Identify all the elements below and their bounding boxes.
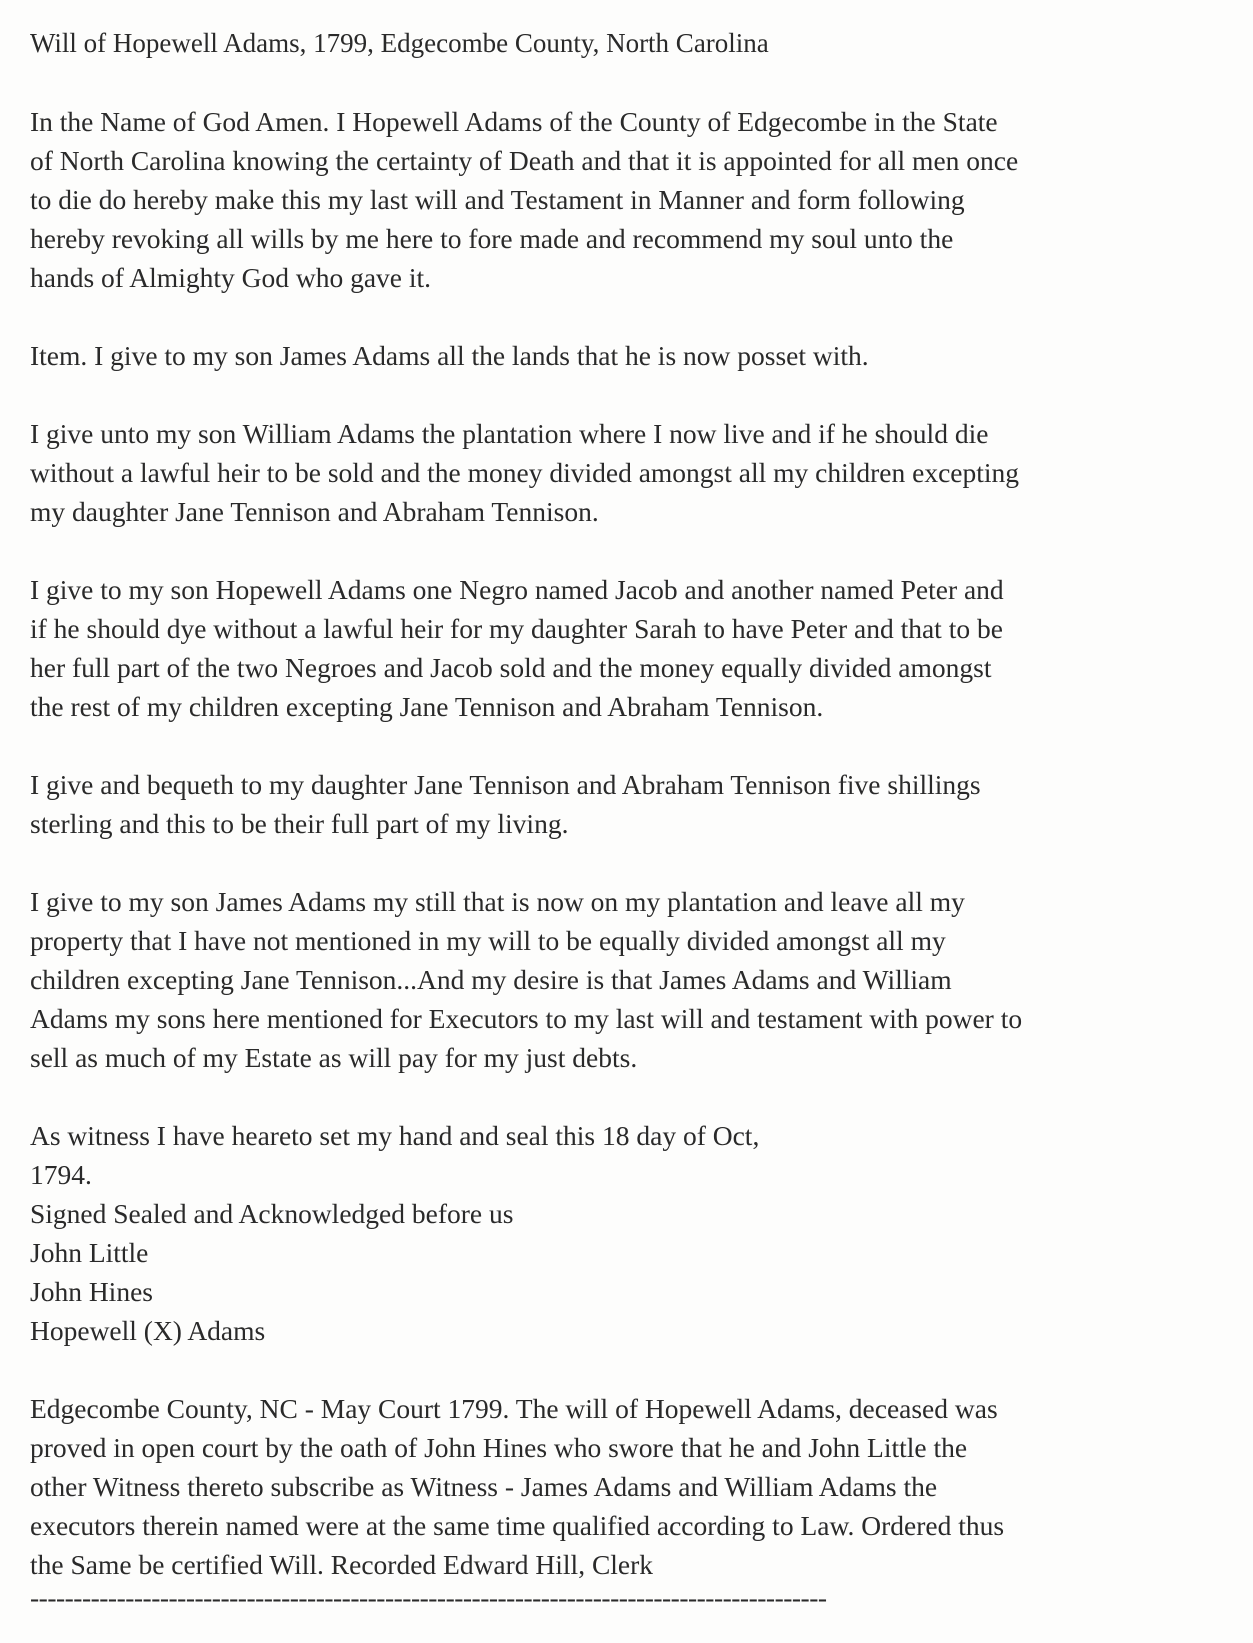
text-line: John Hines xyxy=(30,1276,153,1307)
paragraph xyxy=(30,882,1230,1077)
paragraph xyxy=(30,570,1230,726)
closing-separator: -------------------------------------------------------------------------------------------- xyxy=(30,1582,827,1613)
text-line: of North Carolina knowing the certainty of Death and that it is appointed for all men once xyxy=(30,145,1019,176)
text-line: I give to my son Hopewell Adams one Negro named Jacob and another named Peter and xyxy=(30,574,1004,605)
text-line: without a lawful heir to be sold and the money divided amongst all my children excepting xyxy=(30,457,1020,488)
text-line: In the Name of God Amen. I Hopewell Adams of the County of Edgecombe in the State xyxy=(30,106,998,137)
paragraph xyxy=(30,414,1230,531)
text-line: executors therein named were at the same time qualified according to Law. Ordered thus xyxy=(30,1510,1005,1541)
text-line: I give to my son James Adams my still that is now on my plantation and leave all my xyxy=(30,886,965,917)
paragraph xyxy=(30,1116,1230,1350)
text-line: her full part of the two Negroes and Jacob sold and the money equally divided amongst xyxy=(30,652,992,683)
text-line: hereby revoking all wills by me here to fore made and recommend my soul unto the xyxy=(30,223,954,254)
text-line: 1794. xyxy=(30,1159,92,1190)
text-line: I give unto my son William Adams the plantation where I now live and if he should die xyxy=(30,418,989,449)
text-line: children excepting Jane Tennison...And my desire is that James Adams and William xyxy=(30,964,952,995)
text-line: other Witness thereto subscribe as Witness - James Adams and William Adams the xyxy=(30,1471,938,1502)
paragraph xyxy=(30,102,1230,297)
text-line: I give and bequeth to my daughter Jane Tennison and Abraham Tennison five shillings xyxy=(30,769,981,800)
text-line: if he should dye without a lawful heir for my daughter Sarah to have Peter and that to be xyxy=(30,613,1003,644)
text-line: the rest of my children excepting Jane Tennison and Abraham Tennison. xyxy=(30,691,824,722)
text-line: John Little xyxy=(30,1237,149,1268)
document-title: Will of Hopewell Adams, 1799, Edgecombe County, North Carolina xyxy=(30,28,769,58)
text-line: property that I have not mentioned in my will to be equally divided amongst all my xyxy=(30,925,946,956)
text-line: Edgecombe County, NC - May Court 1799. The will of Hopewell Adams, deceased was xyxy=(30,1393,998,1424)
text-line: Adams my sons here mentioned for Executors to my last will and testament with power to xyxy=(30,1003,1023,1034)
text-line: to die do hereby make this my last will and Testament in Manner and form following xyxy=(30,184,965,215)
paragraph xyxy=(30,1389,1230,1584)
will-transcript xyxy=(30,24,1230,1617)
text-line: the Same be certified Will. Recorded Edward Hill, Clerk xyxy=(30,1549,654,1580)
text-line: Item. I give to my son James Adams all the lands that he is now posset with. xyxy=(30,340,869,371)
will-body xyxy=(30,102,1230,1584)
text-line: sell as much of my Estate as will pay for my just debts. xyxy=(30,1042,638,1073)
paragraph xyxy=(30,336,1230,375)
text-line: Hopewell (X) Adams xyxy=(30,1315,266,1346)
text-line: proved in open court by the oath of John Hines who swore that he and John Little the xyxy=(30,1432,968,1463)
text-line: Signed Sealed and Acknowledged before us xyxy=(30,1198,514,1229)
text-line: hands of Almighty God who gave it. xyxy=(30,262,432,293)
text-line: sterling and this to be their full part of my living. xyxy=(30,808,569,839)
paragraph xyxy=(30,765,1230,843)
text-line: As witness I have heareto set my hand and seal this 18 day of Oct, xyxy=(30,1120,760,1151)
text-line: my daughter Jane Tennison and Abraham Tennison. xyxy=(30,496,599,527)
